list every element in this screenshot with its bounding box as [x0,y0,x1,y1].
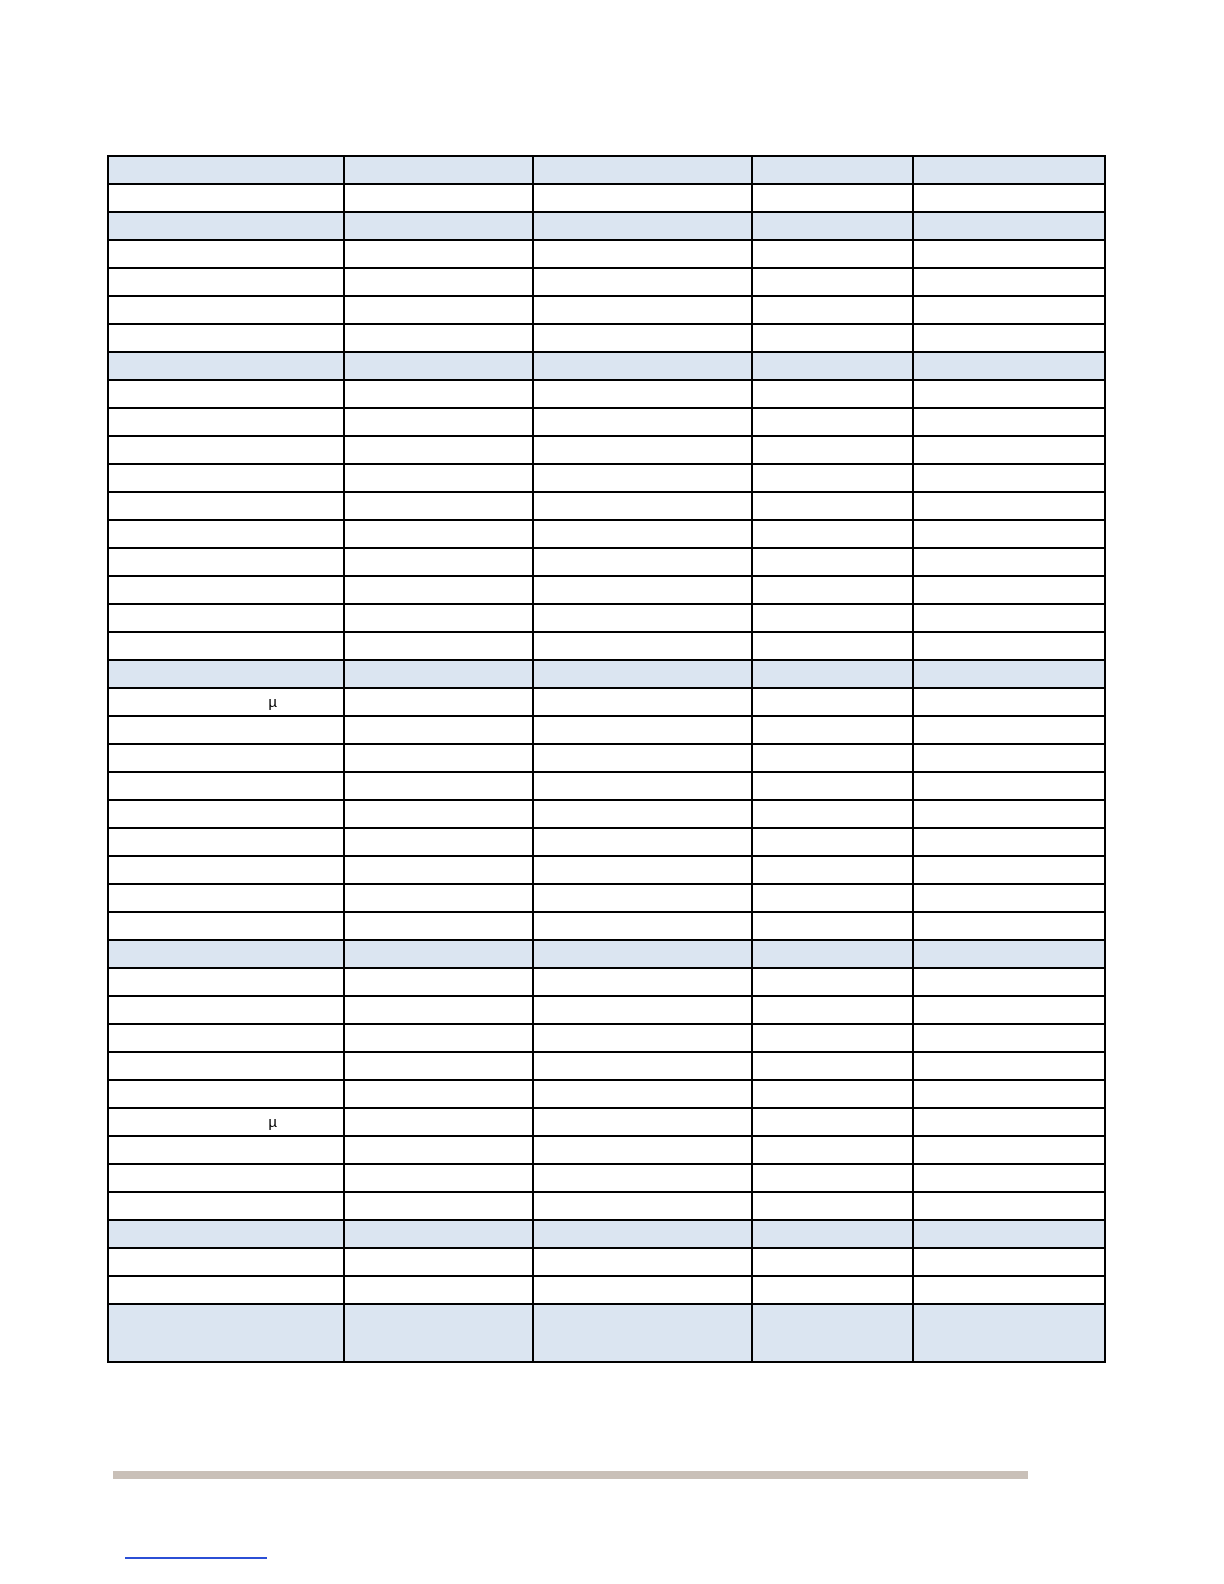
table-cell [533,548,752,576]
table-cell [344,1136,533,1164]
table-cell [752,436,913,464]
table-cell [752,324,913,352]
table-cell [752,688,913,716]
table-row [108,1024,1105,1052]
table-row [108,604,1105,632]
table-cell [533,520,752,548]
row-label-cell [108,604,344,632]
table-cell [752,660,913,688]
table-cell [533,716,752,744]
table-cell [913,1304,1105,1362]
table-cell [752,1220,913,1248]
table-cell [344,576,533,604]
table-cell [752,576,913,604]
table-cell [913,1220,1105,1248]
row-label-cell [108,464,344,492]
table-cell [344,744,533,772]
table-cell [533,1220,752,1248]
table-row [108,1052,1105,1080]
table-cell [533,576,752,604]
table-row [108,856,1105,884]
table-cell [913,660,1105,688]
table-row [108,464,1105,492]
table-cell [913,604,1105,632]
table-cell [344,828,533,856]
table-cell [344,296,533,324]
table-cell [533,828,752,856]
table-cell [533,940,752,968]
table-cell [533,744,752,772]
table-cell [913,1276,1105,1304]
footer-divider [113,1471,1028,1479]
table-cell [752,1136,913,1164]
table-cell [913,1108,1105,1136]
table-cell [344,408,533,436]
table-cell [533,1164,752,1192]
table-cell [752,184,913,212]
table-cell [752,1248,913,1276]
table-row [108,408,1105,436]
table-cell [913,156,1105,184]
row-label-cell [108,996,344,1024]
row-label-cell [108,240,344,268]
table-cell [533,380,752,408]
section-header-row [108,1304,1105,1362]
table-cell [344,688,533,716]
table-cell [344,660,533,688]
table-cell [752,632,913,660]
table-cell [913,380,1105,408]
section-header-row [108,660,1105,688]
table-cell [344,548,533,576]
table-row [108,576,1105,604]
table-cell [913,632,1105,660]
table-cell [344,1164,533,1192]
table-row [108,380,1105,408]
footer-link-underline[interactable] [125,1557,267,1559]
table-cell [752,296,913,324]
table-cell [752,604,913,632]
table-cell [913,800,1105,828]
data-table [107,155,1106,1363]
table-cell [752,268,913,296]
row-label-cell [108,212,344,240]
table-row [108,436,1105,464]
table-cell [752,800,913,828]
table-cell [752,380,913,408]
table-cell [752,772,913,800]
table-cell [752,408,913,436]
row-label-cell [108,800,344,828]
table-cell [533,212,752,240]
table-cell [344,436,533,464]
table-row [108,1136,1105,1164]
table-cell [913,1192,1105,1220]
table-cell [913,576,1105,604]
table-cell [752,884,913,912]
table-cell [913,1164,1105,1192]
table-row [108,520,1105,548]
table-cell [533,604,752,632]
table-cell [752,1164,913,1192]
table-cell [913,324,1105,352]
table-cell [913,688,1105,716]
table-cell [752,968,913,996]
table-cell [752,156,913,184]
table-cell [344,492,533,520]
table-cell [344,884,533,912]
table-cell [344,184,533,212]
table-row [108,800,1105,828]
table-cell [344,772,533,800]
table-cell [533,1052,752,1080]
row-label-cell [108,660,344,688]
row-label-cell [108,1052,344,1080]
table-cell [752,352,913,380]
table-cell [913,436,1105,464]
table-cell [913,212,1105,240]
table-cell [752,744,913,772]
table-cell [533,1192,752,1220]
table-row [108,632,1105,660]
table-cell [913,968,1105,996]
row-label-cell [108,548,344,576]
row-label-cell [108,1276,344,1304]
table-cell [913,492,1105,520]
table-row [108,296,1105,324]
table-cell [533,184,752,212]
table-cell [344,1276,533,1304]
table-cell [752,1304,913,1362]
table-row [108,492,1105,520]
table-cell [344,632,533,660]
row-label-cell: µ [108,1108,344,1136]
section-header-row [108,156,1105,184]
row-label-cell [108,1304,344,1362]
table-row [108,688,1105,716]
table-cell [344,352,533,380]
row-label-cell [108,884,344,912]
table-cell [344,1220,533,1248]
table-cell [752,828,913,856]
row-label-cell [108,1192,344,1220]
table-row [108,548,1105,576]
table-cell [913,1248,1105,1276]
table-cell [752,996,913,1024]
row-label-cell [108,856,344,884]
row-label-cell [108,380,344,408]
table-cell [913,772,1105,800]
table-row [108,968,1105,996]
table-row [108,772,1105,800]
table-row [108,716,1105,744]
table-cell [344,464,533,492]
table-row [108,268,1105,296]
row-label-cell [108,940,344,968]
table-row [108,996,1105,1024]
row-label-cell [108,520,344,548]
table-cell [752,212,913,240]
table-cell [752,1276,913,1304]
table-cell [752,912,913,940]
section-header-row [108,212,1105,240]
table-cell [752,240,913,268]
table-cell [913,184,1105,212]
table-cell [344,1108,533,1136]
table-body [108,156,1105,1362]
table-cell [913,240,1105,268]
table-cell [533,632,752,660]
table-cell [533,492,752,520]
section-header-row [108,940,1105,968]
row-label-cell [108,912,344,940]
table-cell [913,1136,1105,1164]
table-cell [344,268,533,296]
table-row [108,1276,1105,1304]
table-cell [752,1052,913,1080]
table-cell [752,548,913,576]
table-cell [913,912,1105,940]
table-cell [752,492,913,520]
row-label-cell [108,296,344,324]
table-cell [533,884,752,912]
row-label-cell: µ [108,688,344,716]
table-cell [913,1024,1105,1052]
table-row [108,1108,1105,1136]
table-cell [533,156,752,184]
row-label-cell [108,716,344,744]
table-cell [752,1192,913,1220]
table-cell [533,240,752,268]
table-cell [344,1192,533,1220]
row-label-cell [108,324,344,352]
row-label-cell [108,268,344,296]
table-cell [344,716,533,744]
table-cell [533,856,752,884]
table-cell [913,464,1105,492]
table-cell [344,968,533,996]
table-cell [913,856,1105,884]
table-cell [913,996,1105,1024]
row-label-cell [108,828,344,856]
table-cell [913,296,1105,324]
row-label-cell [108,632,344,660]
row-label-cell [108,1164,344,1192]
section-header-row [108,1220,1105,1248]
table-cell [913,884,1105,912]
row-label-cell [108,1220,344,1248]
row-label-cell [108,968,344,996]
table-cell [752,716,913,744]
table-cell [752,856,913,884]
table-cell [533,436,752,464]
table-row [108,828,1105,856]
row-label-cell [108,744,344,772]
table-cell [752,1024,913,1052]
table-cell [344,324,533,352]
table-row [108,240,1105,268]
table-cell [344,1304,533,1362]
table-cell [344,380,533,408]
table-cell [344,1080,533,1108]
table-cell [913,744,1105,772]
table-cell [344,1024,533,1052]
table-cell [344,520,533,548]
table-cell [344,912,533,940]
table-cell [533,352,752,380]
table-cell [533,408,752,436]
table-cell [533,1024,752,1052]
table-cell [533,1248,752,1276]
table-cell [533,1108,752,1136]
table-cell [913,1052,1105,1080]
table-cell [533,800,752,828]
row-label-cell [108,576,344,604]
table-cell [533,996,752,1024]
table-row [108,1248,1105,1276]
row-label-cell [108,352,344,380]
table-cell [913,352,1105,380]
table-row [108,184,1105,212]
table-cell [752,940,913,968]
table-cell [913,1080,1105,1108]
row-label-cell [108,408,344,436]
row-label-cell [108,1248,344,1276]
table-cell [533,1136,752,1164]
table-cell [344,156,533,184]
table-cell [344,856,533,884]
row-label-cell [108,156,344,184]
table-cell [533,688,752,716]
table-cell [533,296,752,324]
table-cell [913,716,1105,744]
table-row [108,1080,1105,1108]
table-cell [344,1248,533,1276]
table-cell [344,604,533,632]
table-cell [533,772,752,800]
table-cell [533,1304,752,1362]
row-label-cell [108,1080,344,1108]
table-cell [913,268,1105,296]
table-cell [533,660,752,688]
row-label-cell [108,1024,344,1052]
table-cell [752,1080,913,1108]
table-row [108,744,1105,772]
row-label-cell [108,184,344,212]
table-cell [913,408,1105,436]
row-label-cell [108,492,344,520]
table-cell [344,940,533,968]
table-cell [533,968,752,996]
table-cell [344,800,533,828]
row-label-cell [108,772,344,800]
table-cell [752,1108,913,1136]
table-cell [344,996,533,1024]
table-cell [913,940,1105,968]
table-cell [533,464,752,492]
table-row [108,1192,1105,1220]
table-cell [533,1080,752,1108]
table-cell [752,520,913,548]
row-label-cell [108,436,344,464]
table-cell [752,464,913,492]
table-cell [913,828,1105,856]
table-cell [344,1052,533,1080]
table-row [108,884,1105,912]
table-cell [344,240,533,268]
table-cell [344,212,533,240]
table-cell [913,548,1105,576]
table-cell [533,1276,752,1304]
table-cell [533,324,752,352]
table-row [108,1164,1105,1192]
table-row [108,912,1105,940]
table-cell [913,520,1105,548]
table-row [108,324,1105,352]
section-header-row [108,352,1105,380]
table-cell [533,912,752,940]
table-cell [533,268,752,296]
row-label-cell [108,1136,344,1164]
